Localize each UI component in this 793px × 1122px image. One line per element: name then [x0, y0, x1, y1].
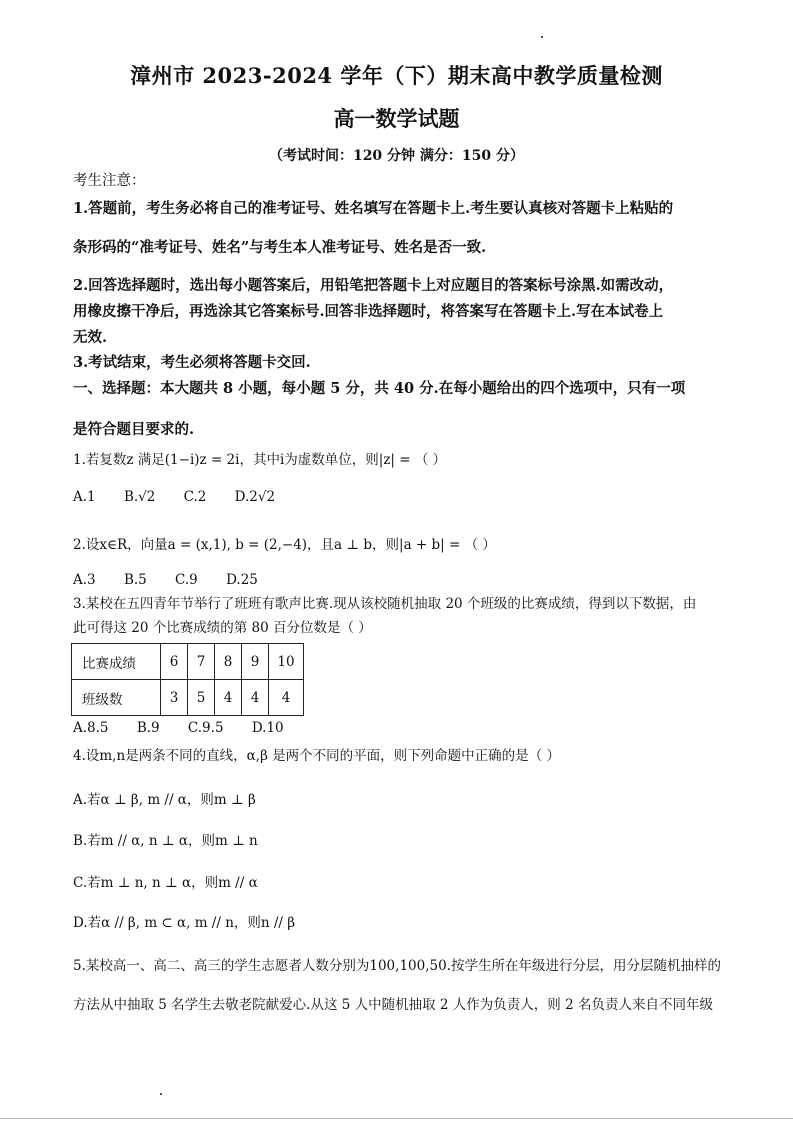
exam-subject: 高一数学试题 [333, 106, 460, 131]
question-3-line-1: 3.某校在五四青年节举行了班班有歌声比赛.现从该校随机抽取 20 个班级的比赛成绩，得到以下数据，由 [73, 596, 697, 612]
exam-info: （考试时间：120 分钟 满分：150 分） [268, 148, 525, 164]
table-row-label: 班级数 [72, 680, 161, 716]
question-5-line-2: 方法从中抽取 5 名学生去敬老院献爱心.从这 5 人中随机抽取 2 人作为负责人，则 2 名负责人来自不同年级 [73, 997, 713, 1013]
q4-option-c: C.若m ⊥ n, n ⊥ α，则m // α [73, 875, 258, 891]
section1-line-2: 是符合题目要求的. [73, 421, 195, 438]
page-bottom-rule [0, 1118, 793, 1119]
q2-option-a: A.3 [73, 572, 96, 588]
q3-option-a: A.8.5 [73, 720, 109, 736]
q1-option-b: B.√2 [123, 489, 156, 505]
table-cell: 4 [242, 680, 269, 716]
notice-line-2: 条形码的“准考证号、姓名”与考生本人准考证号、姓名是否一致. [73, 239, 487, 256]
question-5-line-1: 5.某校高一、高二、高三的学生志愿者人数分别为100,100,50.按学生所在年级进行分层，用分层随机抽样的 [73, 958, 721, 974]
q2-option-b: B.5 [123, 572, 147, 588]
question-2-options [73, 572, 282, 588]
question-3-line-2: 此可得这 20 个比赛成绩的第 80 百分位数是（ ） [73, 620, 372, 636]
table-row-label: 比赛成绩 [72, 644, 161, 680]
table-row [72, 644, 304, 680]
table-cell: 7 [188, 644, 215, 680]
q3-option-d: D.10 [251, 720, 284, 736]
q4-option-d: D.若α // β, m ⊂ α, m // n，则n // β [73, 915, 296, 931]
notice-line-5: 无效. [73, 329, 108, 346]
table-row [72, 680, 304, 716]
q1-option-a: A.1 [73, 489, 96, 505]
notice-line-3: 2.回答选择题时，选出每小题答案后，用铅笔把答题卡上对应题目的答案标号涂黑.如需改动， [73, 277, 674, 294]
table-cell: 9 [242, 644, 269, 680]
notice-line-4: 用橡皮擦干净后，再选涂其它答案标号.回答非选择题时，将答案写在答题卡上.写在本试卷上 [73, 303, 664, 320]
exam-title: 漳州市 2023-2024 学年（下）期末高中教学质量检测 [130, 63, 663, 88]
question-2-text: 2.设x∈R，向量a = (x,1), b = (2,−4)，且a ⊥ b，则|a + b| = （ ） [73, 537, 496, 553]
table-cell: 4 [269, 680, 304, 716]
scan-dot [541, 36, 543, 38]
q4-option-b: B.若m // α, n ⊥ α，则m ⊥ n [73, 833, 258, 849]
question-4-text: 4.设m,n是两条不同的直线，α,β 是两个不同的平面，则下列命题中正确的是（ ） [73, 748, 560, 764]
q1-option-c: C.2 [183, 489, 207, 505]
notice-line-1: 1.答题前，考生务必将自己的准考证号、姓名填写在答题卡上.考生要认真核对答题卡上粘贴的 [73, 200, 674, 217]
q1-option-d: D.2√2 [234, 489, 276, 505]
score-table [71, 643, 304, 716]
scan-dot [160, 1093, 162, 1095]
table-cell: 4 [215, 680, 242, 716]
q4-option-a: A.若α ⊥ β, m // α，则m ⊥ β [73, 792, 256, 808]
table-cell: 6 [161, 644, 188, 680]
q3-option-b: B.9 [136, 720, 160, 736]
table-cell: 10 [269, 644, 304, 680]
table-cell: 8 [215, 644, 242, 680]
notice-heading: 考生注意： [73, 173, 146, 189]
question-1-text: 1.若复数z 满足(1−i)z = 2i，其中i为虚数单位，则|z| = （ ） [73, 452, 447, 468]
q2-option-d: D.25 [226, 572, 258, 588]
section1-line-1: 一、选择题：本大题共 8 小题，每小题 5 分，共 40 分.在每小题给出的四个选项中，只有一项 [73, 380, 686, 397]
notice-line-6: 3.考试结束，考生必须将答题卡交回. [73, 354, 311, 371]
q2-option-c: C.9 [175, 572, 198, 588]
question-1-options [73, 489, 299, 505]
question-3-options [73, 720, 308, 736]
table-cell: 5 [188, 680, 215, 716]
table-cell: 3 [161, 680, 188, 716]
q3-option-c: C.9.5 [187, 720, 224, 736]
